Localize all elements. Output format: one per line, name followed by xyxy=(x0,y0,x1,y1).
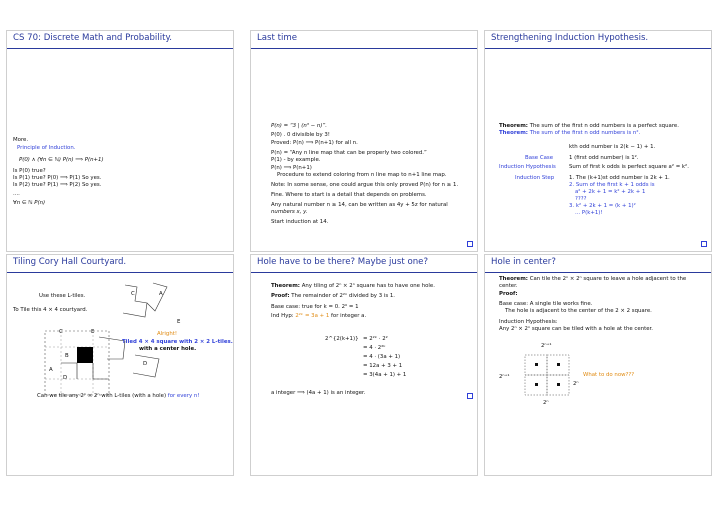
question-text: Can we tile any 2ⁿ × 2ⁿ with L-tiles (with a hole) xyxy=(37,393,167,399)
text-step-conclusion: ... P(k+1)! xyxy=(575,210,603,216)
text-more: More. xyxy=(13,137,29,143)
theorem-label: Theorem: xyxy=(271,283,300,289)
hole-marker xyxy=(535,363,538,366)
text-p0: P(0) . 0 divisible by 3! xyxy=(271,132,330,138)
label-top-size: 2ⁿ⁺¹ xyxy=(541,343,552,349)
text-step-2: 2. Sum of the first k + 1 odds is xyxy=(569,182,655,188)
ind-hyp-formula: 2²ᵏ = 3a + 1 xyxy=(295,313,330,319)
text-tiled: Tiled 4 × 4 square with 2 × 2 L-tiles. xyxy=(122,339,233,345)
center-hole xyxy=(77,347,93,363)
theorem-text: The sum of the first n odd numbers is a perfect square. xyxy=(529,123,679,129)
theorem-perfect-square xyxy=(499,123,679,129)
slide-hole-there xyxy=(250,254,478,476)
ind-hyp-suffix: for integer a. xyxy=(331,313,367,319)
equation-step-3: = 4 · (3a + 1) xyxy=(363,354,401,360)
text-ind-hyp-label: Induction Hypothesis: xyxy=(499,319,558,325)
text-center-hole: with a center hole. xyxy=(139,346,197,352)
slide-title: CS 70: Discrete Math and Probability. xyxy=(13,33,173,43)
slide-title: Strengthening Induction Hypothesis. xyxy=(491,33,649,43)
grid-label-d: D xyxy=(63,375,68,381)
proof-remainder xyxy=(271,293,395,299)
example-l-tile xyxy=(123,285,147,317)
text-conclusion: a integer ⟹ (4a + 1) is an integer. xyxy=(271,390,366,396)
text-ind-hyp xyxy=(271,313,366,319)
slide-last-time xyxy=(250,30,478,252)
text-dots: .... xyxy=(13,191,20,197)
theorem-label: Theorem: xyxy=(499,123,528,129)
navigation-icon xyxy=(467,393,473,399)
grid-label-b: B xyxy=(65,353,69,359)
example-l-tile xyxy=(147,283,167,311)
text-p0: Is P(0) true? xyxy=(13,168,46,174)
text-base-case: 1 (first odd number) is 1². xyxy=(569,155,639,161)
tile-label-a: A xyxy=(159,291,163,297)
proof-label: Proof: xyxy=(271,293,290,299)
hole-marker xyxy=(557,383,560,386)
text-use-tiles: Use these L-tiles. xyxy=(39,293,86,299)
equation-step-4: = 12a + 3 + 1 xyxy=(363,363,403,369)
text-induction-hypothesis: Sum of first k odds is perfect square a² = k². xyxy=(569,164,689,170)
slide-title: Tiling Cory Hall Courtyard. xyxy=(13,257,127,267)
navigation-icon xyxy=(467,241,473,247)
tile-label-c: C xyxy=(131,291,135,297)
grid-label-a: A xyxy=(49,367,53,373)
text-pn-def: P(n) = “3 | (n³ − n)”. xyxy=(271,123,327,129)
theorem-n-squared xyxy=(499,130,640,136)
grid-label-e: E xyxy=(91,329,95,335)
label-induction-hypothesis: Induction Hypothesis xyxy=(499,164,556,170)
label-induction-step: Induction Step xyxy=(515,175,555,181)
slide-cs70 xyxy=(6,30,234,252)
text-p1: Is P(1) true? P(0) ⟹ P(1) So yes. xyxy=(13,175,102,181)
tile-label-d: D xyxy=(143,361,148,367)
text-procedure: Procedure to extend coloring from n line map to n+1 line map. xyxy=(277,172,447,178)
text-lines-map: P(n) = “Any n line map that can be properly two colored.” xyxy=(271,150,427,156)
text-what-now: What to do now??? xyxy=(583,372,635,378)
text-principle: Principle of Induction. xyxy=(17,145,76,151)
text-numbers-xy: numbers x, y. xyxy=(271,209,308,215)
slide-strengthening xyxy=(484,30,712,252)
text-step-question: ???? xyxy=(575,196,587,202)
question-emphasis: for every n! xyxy=(167,393,200,399)
equation-step-1: = 2²ᵏ · 2² xyxy=(363,336,388,342)
slide-title: Hole have to be there? Maybe just one? xyxy=(257,257,429,267)
label-base-case: Base Case xyxy=(525,155,554,161)
equation-lhs: 2^{2(k+1)} xyxy=(325,336,359,342)
text-base-case: Base case: A single tile works fine. xyxy=(499,301,593,307)
hole-marker xyxy=(557,363,560,366)
text-pn-implies: P(n) ⟹ P(n+1) xyxy=(271,165,312,171)
ind-hyp-label: Ind Hyp: xyxy=(271,313,294,319)
theorem-center-cont: center. xyxy=(499,283,518,289)
text-question xyxy=(37,393,199,399)
text-base-hole: The hole is adjacent to the center of the 2 × 2 square. xyxy=(505,308,652,314)
text-p2: Is P(2) true? P(1) ⟹ P(2) So yes. xyxy=(13,182,102,188)
text-ind-hyp: Any 2ⁿ × 2ⁿ square can be tiled with a hole at the center. xyxy=(499,326,653,332)
text-note: Note: In some sense, one could argue this only proved P(n) for n ≥ 1. xyxy=(271,182,459,188)
theorem-label: Theorem: xyxy=(499,276,528,282)
text-natural: Any natural number n ≥ 14, can be written as 4y + 5z for natural xyxy=(271,202,448,208)
title-rule xyxy=(251,48,477,49)
slide-hole-center xyxy=(484,254,712,476)
tile-boundary xyxy=(93,363,109,379)
theorem-text: The sum of the first n odd numbers is n². xyxy=(529,130,641,136)
tile-example-diagram xyxy=(7,255,234,476)
text-forall: ∀n ∈ ℕ P(n) xyxy=(13,200,46,206)
theorem-one-hole xyxy=(271,283,435,289)
hole-marker xyxy=(535,383,538,386)
text-kth-odd: kth odd number is 2(k − 1) + 1. xyxy=(569,144,656,150)
text-step-1: 1. The (k+1)st odd number is 2k + 1. xyxy=(569,175,670,181)
text-proved: Proved: P(n) ⟹ P(n+1) for all n. xyxy=(271,140,358,146)
text-alright: Alright! xyxy=(157,331,178,337)
theorem-label: Theorem: xyxy=(499,130,528,136)
text-base-case: Base case: true for k = 0. 2⁰ = 1 xyxy=(271,304,359,310)
proof-text: The remainder of 2²ⁿ divided by 3 is 1. xyxy=(291,293,396,299)
equation-step-2: = 4 · 2²ᵏ xyxy=(363,345,386,351)
text-p1-example: P(1) - by example. xyxy=(271,157,321,163)
theorem-text: Can tile the 2ⁿ × 2ⁿ square to leave a hole adjacent to the xyxy=(529,276,687,282)
text-step-2-eq: a² + 2k + 1 = k² + 2k + 1 xyxy=(575,189,646,195)
theorem-text: Any tiling of 2ⁿ × 2ⁿ square has to have one hole. xyxy=(301,283,435,289)
label-bottom-size: 2ⁿ xyxy=(543,400,549,406)
title-rule xyxy=(251,272,477,273)
navigation-icon xyxy=(701,241,707,247)
slide-tiling-courtyard xyxy=(6,254,234,476)
proof-label: Proof: xyxy=(499,291,518,297)
tile-label-e: E xyxy=(177,319,181,325)
text-start-14: Start induction at 14. xyxy=(271,219,329,225)
slide-title: Last time xyxy=(257,33,298,43)
grid-label-c: C xyxy=(59,329,63,335)
text-step-3: 3. k² + 2k + 1 = (k + 1)² xyxy=(569,203,636,209)
slide-title: Hole in center? xyxy=(491,257,556,267)
title-rule xyxy=(7,48,233,49)
equation-step-5: = 3(4a + 1) + 1 xyxy=(363,372,407,378)
label-left-size: 2ⁿ⁺¹ xyxy=(499,374,510,380)
formula-induction: P(0) ∧ (∀n ∈ ℕ) P(n) ⟹ P(n+1) xyxy=(19,157,104,163)
text-fine: Fine. Where to start is a detail that depends on problems. xyxy=(271,192,427,198)
quadrant-diagram xyxy=(485,255,712,476)
text-to-tile: To Tile this 4 × 4 courtyard. xyxy=(13,307,88,313)
label-side-size: 2ⁿ xyxy=(573,381,579,387)
title-rule xyxy=(485,48,711,49)
